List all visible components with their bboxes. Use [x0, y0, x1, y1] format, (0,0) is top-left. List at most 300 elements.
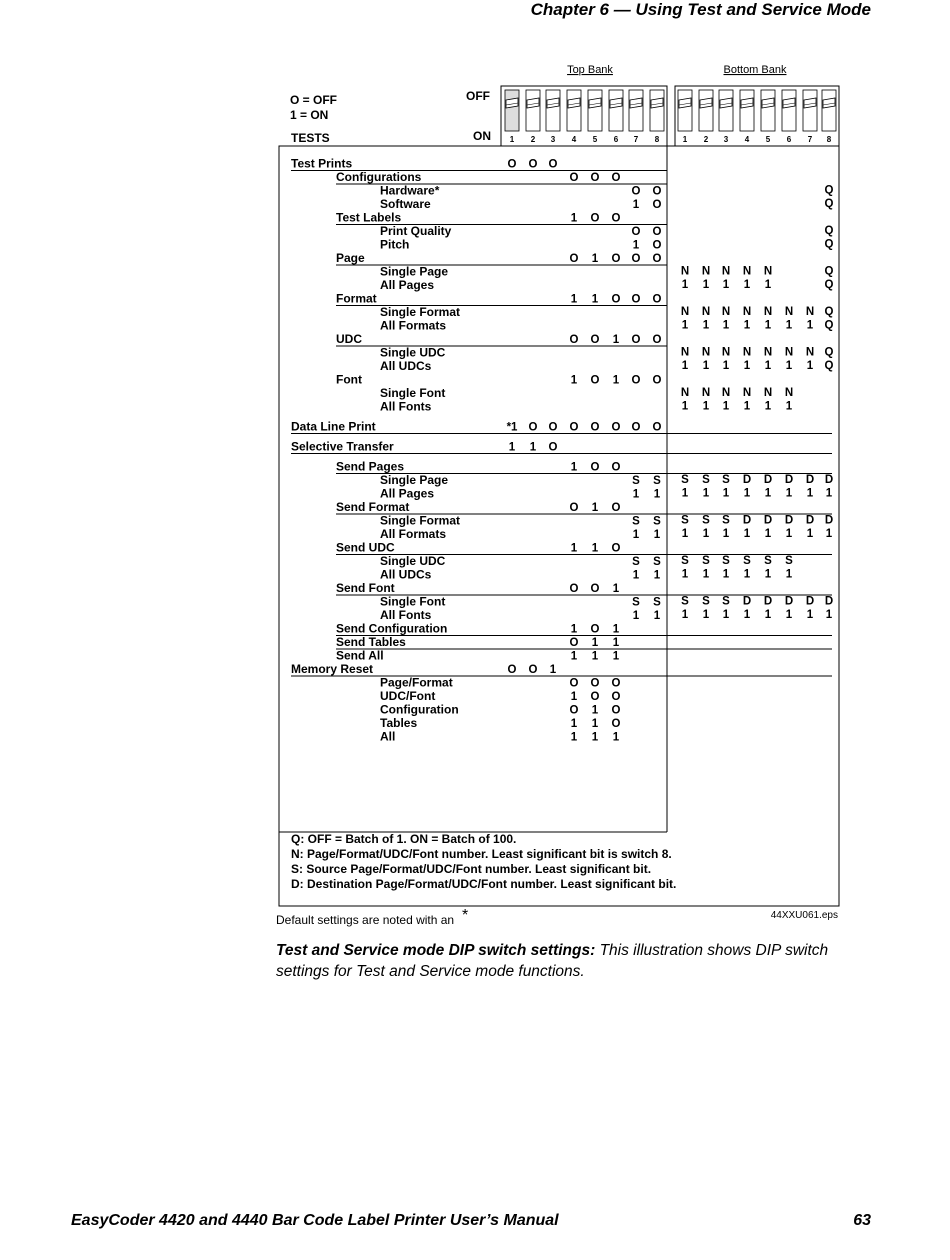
- top-switch-value: S: [632, 556, 640, 568]
- top-switch-value: O: [652, 334, 662, 346]
- top-switch-value: O: [611, 293, 621, 306]
- top-switch-value: 1: [570, 623, 578, 636]
- bottom-switch-number: 1: [682, 135, 688, 144]
- table-row: [380, 359, 834, 373]
- bottom-switch-value: 1: [825, 528, 833, 540]
- row-label: Send Font: [336, 581, 395, 595]
- bottom-switch-value: 1: [702, 609, 710, 621]
- bottom-switch-value: D: [742, 514, 752, 527]
- bottom-switch-value: 1: [681, 360, 689, 372]
- table-row: [380, 527, 833, 541]
- bottom-switch-value: 1: [702, 487, 710, 500]
- bottom-switch-value: N: [763, 346, 773, 359]
- bottom-switch-value: N: [680, 346, 690, 359]
- top-switch-value: O: [611, 677, 621, 690]
- top-switch-number: 3: [550, 135, 556, 144]
- bottom-switch-value: S: [764, 555, 772, 567]
- table-row: [336, 541, 832, 555]
- top-switch-value: O: [631, 293, 641, 306]
- bottom-switch-value: 1: [702, 360, 710, 372]
- bottom-switch-value: 1: [764, 360, 772, 372]
- top-switch-value: S: [632, 596, 640, 609]
- bottom-switch-value: 1: [702, 528, 710, 540]
- top-switch-value: O: [652, 185, 662, 198]
- bottom-switch-value: Q: [824, 319, 834, 332]
- table-row: [380, 319, 834, 333]
- top-switch-value: S: [632, 475, 640, 487]
- notes: [291, 832, 676, 891]
- bottom-switch-value: S: [722, 474, 730, 486]
- top-switch-value: 1: [653, 610, 661, 622]
- top-switch-3: [546, 90, 560, 144]
- bottom-switch-value: 1: [681, 487, 689, 500]
- top-switch-7: [629, 90, 643, 144]
- top-switch-value: O: [590, 212, 600, 225]
- row-label: Send Pages: [336, 459, 405, 474]
- top-switch-value: O: [652, 199, 662, 211]
- bottom-switch-value: N: [680, 265, 690, 278]
- bottom-switch-value: 1: [785, 319, 793, 332]
- top-switch-value: O: [548, 158, 558, 171]
- top-switch-1: [505, 90, 519, 144]
- bottom-switch-value: S: [702, 474, 710, 486]
- caption-text: This illustration shows DIP switch settings for Test and Service mode functions.: [276, 942, 829, 980]
- top-switch-value: 1: [612, 374, 620, 387]
- bottom-switch-2: [699, 90, 713, 144]
- bottom-switch-number: 5: [765, 135, 771, 144]
- top-switch-value: O: [569, 502, 579, 514]
- bottom-switch-value: D: [824, 474, 834, 486]
- top-switch-value: *1: [506, 421, 518, 434]
- top-switch-value: O: [590, 374, 600, 387]
- bottom-switch-value: 1: [722, 487, 730, 500]
- top-switch-value: O: [569, 253, 579, 265]
- bottom-switch-value: S: [785, 555, 793, 567]
- top-switch-value: O: [631, 185, 641, 198]
- table-row: [336, 251, 667, 265]
- top-switch-value: 1: [612, 583, 620, 595]
- caption-bold: Test and Service mode DIP switch settings:: [276, 942, 596, 959]
- top-switch-value: 1: [591, 650, 599, 663]
- top-switch-value: O: [548, 421, 558, 434]
- note-line: N: Page/Format/UDC/Font number. Least significant bit is switch 8.: [291, 847, 672, 861]
- table-row: [380, 568, 793, 582]
- row-label: Send Configuration: [336, 621, 448, 636]
- bottom-switch-value: Q: [824, 238, 834, 251]
- top-switch-value: O: [528, 421, 538, 434]
- bottom-switch-value: S: [743, 555, 751, 567]
- bottom-switch-value: 1: [743, 400, 751, 413]
- row-label: Single Format: [380, 513, 461, 528]
- bottom-switch-8: [822, 90, 836, 144]
- bottom-switch-value: S: [722, 595, 730, 608]
- dip-switches: [505, 90, 836, 144]
- bottom-switch-value: 1: [722, 528, 730, 540]
- bottom-switch-value: 1: [764, 487, 772, 500]
- top-switch-value: O: [590, 583, 600, 595]
- bottom-switch-value: 1: [825, 487, 833, 500]
- legend-off: O = OFF: [290, 93, 338, 107]
- bottom-switch-value: 1: [743, 319, 751, 332]
- top-switch-value: O: [611, 502, 621, 514]
- top-switch-value: 1: [653, 488, 661, 501]
- row-label: Single Page: [380, 473, 449, 487]
- bottom-switch-value: D: [824, 514, 834, 527]
- row-label: All UDCs: [380, 567, 432, 582]
- top-switch-value: 1: [632, 529, 640, 541]
- table-row: [336, 170, 667, 184]
- top-switch-value: O: [569, 637, 579, 649]
- table-row: [291, 440, 832, 454]
- table-row: [336, 332, 667, 346]
- top-switch-value: O: [590, 172, 600, 184]
- bottom-switch-value: 1: [743, 279, 751, 291]
- bottom-switch-value: N: [742, 306, 752, 318]
- table-row: [380, 554, 793, 568]
- row-label: Tables: [380, 716, 418, 730]
- row-label: Hardware*: [380, 183, 440, 198]
- legend-on: 1 = ON: [290, 108, 329, 122]
- top-switch-value: O: [611, 542, 621, 555]
- table-row: [380, 473, 833, 487]
- bottom-switch-value: 1: [743, 568, 751, 581]
- row-label: Font: [336, 372, 362, 387]
- row-label: Single UDC: [380, 554, 446, 568]
- bottom-switch-value: 1: [722, 279, 730, 291]
- row-label: Send Tables: [336, 635, 406, 649]
- bottom-switch-value: S: [702, 595, 710, 608]
- bottom-switch-5: [761, 90, 775, 144]
- top-switch-value: 1: [591, 253, 599, 265]
- figure-caption: [276, 940, 876, 982]
- top-switch-value: O: [569, 677, 579, 690]
- note-line: Q: OFF = Batch of 1. ON = Batch of 100.: [291, 832, 517, 846]
- bottom-switch-number: 2: [703, 135, 709, 144]
- row-label: Single Page: [380, 264, 449, 279]
- bottom-switch-value: N: [742, 265, 752, 278]
- file-label: 44XXU061.eps: [770, 910, 838, 921]
- top-switch-value: O: [611, 212, 621, 225]
- bottom-switch-value: 1: [722, 319, 730, 332]
- top-switch-number: 5: [592, 135, 598, 144]
- top-switch-value: 1: [591, 731, 599, 744]
- bottom-switch-value: S: [681, 555, 689, 567]
- bottom-switch-value: 1: [764, 568, 772, 581]
- row-label: Test Labels: [336, 210, 402, 225]
- top-bank-label: Top Bank: [567, 64, 613, 76]
- bottom-switch-value: 1: [785, 487, 793, 500]
- top-switch-value: 1: [632, 199, 640, 211]
- settings-rows: [291, 157, 834, 744]
- bottom-switch-value: 1: [702, 400, 710, 413]
- table-row: [291, 157, 667, 171]
- bottom-switch-value: N: [784, 346, 794, 359]
- bottom-switch-number: 4: [744, 135, 750, 144]
- row-label: Single Font: [380, 386, 446, 400]
- tests-label: TESTS: [291, 131, 330, 145]
- bottom-switch-value: S: [702, 514, 710, 527]
- bottom-switch-value: N: [763, 306, 773, 318]
- top-switch-4: [567, 90, 581, 144]
- bottom-switch-value: 1: [785, 360, 793, 372]
- top-switch-value: O: [611, 461, 621, 474]
- row-label: Pitch: [380, 237, 410, 252]
- top-switch-value: O: [611, 421, 621, 434]
- top-switch-value: 1: [653, 529, 661, 541]
- table-row: [336, 581, 832, 595]
- top-switch-value: 1: [612, 650, 620, 663]
- table-row: [336, 211, 667, 225]
- bottom-switch-value: N: [784, 387, 794, 399]
- top-switch-2: [526, 90, 540, 144]
- row-label: Page/Format: [380, 675, 453, 690]
- top-switch-5: [588, 90, 602, 144]
- bottom-switch-number: 7: [807, 135, 813, 144]
- row-label: Memory Reset: [291, 662, 374, 676]
- top-switch-value: 1: [591, 502, 599, 514]
- bottom-switch-value: 1: [681, 279, 689, 291]
- bottom-switch-value: N: [701, 346, 711, 359]
- top-switch-value: 1: [549, 664, 557, 676]
- row-label: Single Format: [380, 305, 461, 319]
- row-label: Configuration: [380, 702, 459, 717]
- top-switch-number: 7: [633, 135, 639, 144]
- top-switch-value: 1: [612, 731, 620, 744]
- top-switch-value: O: [590, 623, 600, 636]
- top-switch-value: O: [569, 583, 579, 595]
- top-switch-value: O: [611, 253, 621, 265]
- top-switch-value: O: [507, 158, 517, 171]
- top-switch-value: 1: [653, 569, 661, 582]
- row-label: All Fonts: [380, 608, 432, 622]
- top-switch-value: S: [653, 515, 661, 528]
- top-switch-value: 1: [612, 334, 620, 346]
- table-row: [380, 238, 834, 252]
- top-switch-number: 8: [654, 135, 660, 144]
- bottom-switch-value: D: [805, 514, 815, 527]
- top-switch-value: 1: [570, 731, 578, 744]
- top-switch-value: O: [611, 172, 621, 184]
- top-switch-value: O: [590, 691, 600, 703]
- table-row: [336, 649, 620, 663]
- bottom-switch-value: 1: [722, 400, 730, 413]
- top-switch-value: O: [631, 226, 641, 238]
- bottom-switch-1: [678, 90, 692, 144]
- table-row: [336, 500, 832, 514]
- row-label: Selective Transfer: [291, 439, 394, 454]
- bottom-switch-value: S: [722, 514, 730, 527]
- bottom-switch-6: [782, 90, 796, 144]
- row-label: Test Prints: [291, 156, 353, 171]
- top-switch-value: O: [590, 677, 600, 690]
- top-switch-value: 1: [570, 374, 578, 387]
- bottom-switch-value: S: [722, 555, 730, 567]
- row-label: Single UDC: [380, 345, 446, 360]
- bottom-switch-value: N: [805, 306, 815, 318]
- table-row: [380, 689, 621, 703]
- top-switch-value: O: [652, 421, 662, 434]
- bottom-switch-value: S: [702, 555, 710, 567]
- row-label: Format: [336, 291, 377, 306]
- top-switch-value: O: [590, 461, 600, 474]
- bottom-bank-label: Bottom Bank: [723, 64, 787, 76]
- bottom-switch-value: S: [681, 514, 689, 527]
- bottom-switch-value: D: [763, 595, 773, 608]
- top-switch-number: 6: [613, 135, 619, 144]
- on-label: ON: [473, 129, 491, 143]
- bottom-switch-value: Q: [824, 306, 834, 318]
- top-switch-value: 1: [508, 441, 516, 454]
- top-switch-value: 1: [570, 650, 578, 663]
- bottom-switch-value: D: [805, 595, 815, 608]
- row-label: All Formats: [380, 527, 447, 541]
- top-switch-value: O: [631, 421, 641, 434]
- row-label: Print Quality: [380, 224, 452, 238]
- bottom-switch-value: Q: [824, 225, 834, 237]
- top-switch-value: 1: [591, 637, 599, 649]
- bottom-switch-value: D: [763, 474, 773, 486]
- top-switch-value: O: [631, 334, 641, 346]
- top-switch-value: 1: [570, 718, 578, 730]
- bottom-switch-value: D: [805, 474, 815, 486]
- bottom-switch-value: 1: [702, 319, 710, 332]
- top-switch-value: O: [631, 253, 641, 265]
- top-switch-value: S: [653, 556, 661, 568]
- bottom-switch-value: D: [742, 474, 752, 486]
- bottom-switch-value: N: [721, 387, 731, 399]
- row-label: All Fonts: [380, 399, 432, 414]
- bottom-switch-4: [740, 90, 754, 144]
- top-switch-6: [609, 90, 623, 144]
- top-switch-value: 1: [632, 239, 640, 252]
- bottom-switch-number: 8: [826, 135, 832, 144]
- bottom-switch-value: 1: [785, 609, 793, 621]
- table-row: [336, 622, 832, 636]
- top-switch-value: 1: [570, 461, 578, 474]
- bottom-switch-value: 1: [743, 528, 751, 540]
- top-switch-value: 1: [591, 718, 599, 730]
- bottom-switch-value: 1: [743, 609, 751, 621]
- bottom-switch-value: N: [680, 387, 690, 399]
- top-switch-value: 1: [591, 293, 599, 306]
- table-row: [380, 487, 833, 501]
- table-row: [380, 608, 833, 622]
- table-row: [380, 400, 793, 414]
- bottom-switch-value: 1: [743, 487, 751, 500]
- row-label: Software: [380, 197, 431, 211]
- bottom-switch-7: [803, 90, 817, 144]
- table-row: [380, 278, 834, 292]
- bottom-switch-value: D: [784, 514, 794, 527]
- bottom-switch-value: 1: [681, 319, 689, 332]
- bottom-switch-value: 1: [722, 609, 730, 621]
- bottom-switch-value: N: [701, 265, 711, 278]
- row-label: All: [380, 729, 396, 744]
- top-switch-value: 1: [570, 542, 578, 555]
- bottom-switch-3: [719, 90, 733, 144]
- bottom-switch-number: 3: [723, 135, 729, 144]
- top-switch-value: O: [631, 374, 641, 387]
- row-label: Page: [336, 251, 365, 265]
- bottom-switch-value: 1: [764, 528, 772, 540]
- table-row: [380, 305, 834, 319]
- bottom-switch-value: 1: [681, 400, 689, 413]
- top-switch-value: 1: [612, 623, 620, 636]
- bottom-switch-value: N: [701, 387, 711, 399]
- bottom-switch-value: N: [721, 265, 731, 278]
- bottom-switch-value: 1: [702, 279, 710, 291]
- bottom-switch-value: 1: [785, 568, 793, 581]
- bottom-switch-value: 1: [702, 568, 710, 581]
- top-switch-value: 1: [632, 488, 640, 501]
- page-number: 63: [853, 1212, 871, 1229]
- table-row: [336, 635, 832, 649]
- bottom-switch-value: 1: [681, 609, 689, 621]
- top-switch-value: 1: [570, 212, 578, 225]
- note-line: D: Destination Page/Format/UDC/Font number. Least significant bit.: [291, 877, 677, 891]
- top-switch-value: O: [611, 691, 621, 703]
- top-switch-value: O: [652, 253, 662, 265]
- row-label: All Pages: [380, 278, 435, 292]
- bottom-switch-value: D: [742, 595, 752, 608]
- bottom-switch-value: Q: [824, 265, 834, 278]
- bottom-switch-value: N: [721, 306, 731, 318]
- table-row: [291, 662, 832, 676]
- top-switch-value: O: [652, 226, 662, 238]
- bottom-switch-value: 1: [681, 568, 689, 581]
- bottom-switch-value: Q: [824, 198, 834, 210]
- top-switch-value: O: [569, 421, 579, 434]
- bottom-switch-value: 1: [764, 609, 772, 621]
- table-row: [380, 386, 793, 400]
- bottom-switch-value: 1: [806, 528, 814, 540]
- table-row: [336, 373, 662, 387]
- table-row: [380, 514, 833, 528]
- top-switch-value: O: [590, 334, 600, 346]
- bottom-switch-value: 1: [806, 609, 814, 621]
- bottom-switch-value: N: [763, 387, 773, 399]
- top-switch-value: O: [652, 374, 662, 387]
- manual-title: EasyCoder 4420 and 4440 Bar Code Label Printer User’s Manual: [71, 1212, 559, 1229]
- table-row: [380, 676, 621, 690]
- row-label: All UDCs: [380, 359, 432, 373]
- bottom-switch-value: 1: [764, 279, 772, 291]
- bottom-switch-value: D: [824, 595, 834, 608]
- table-row: [380, 265, 834, 279]
- bottom-switch-value: 1: [806, 360, 814, 372]
- asterisk-mark: *: [462, 907, 469, 924]
- top-switch-value: O: [528, 664, 538, 676]
- note-line: S: Source Page/Format/UDC/Font number. Least significant bit.: [291, 862, 652, 876]
- row-label: UDC/Font: [380, 689, 436, 703]
- bottom-switch-value: 1: [806, 487, 814, 500]
- top-switch-value: 1: [591, 542, 599, 555]
- bottom-switch-value: D: [784, 474, 794, 486]
- bottom-switch-value: N: [763, 265, 773, 278]
- bottom-switch-value: 1: [785, 528, 793, 540]
- top-switch-value: 1: [570, 293, 578, 306]
- row-label: UDC: [336, 332, 362, 346]
- row-label: Send All: [336, 648, 384, 663]
- table-row: [380, 346, 834, 360]
- off-label: OFF: [466, 89, 490, 103]
- bottom-switch-value: N: [742, 387, 752, 399]
- bottom-switch-value: 1: [681, 528, 689, 540]
- bottom-switch-value: 1: [764, 319, 772, 332]
- bottom-switch-value: 1: [722, 568, 730, 581]
- table-row: [291, 420, 832, 434]
- top-switch-value: O: [611, 704, 621, 717]
